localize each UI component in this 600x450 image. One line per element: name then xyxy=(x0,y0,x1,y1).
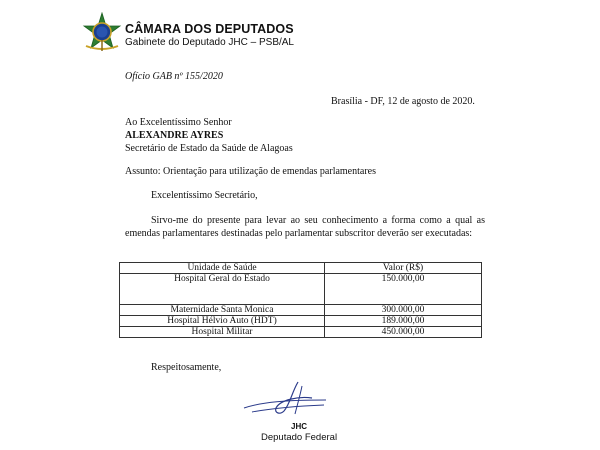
handwritten-signature xyxy=(240,378,330,418)
house-name: CÂMARA DOS DEPUTADOS xyxy=(125,22,294,36)
body-paragraph: Sirvo-me do presente para levar ao seu conhecimento a forma como a qual as emendas parlamentares destinadas pelo parlamentar subscritor deverão ser executadas: xyxy=(125,215,485,239)
office-number: Ofício GAB nº 155/2020 xyxy=(125,71,223,82)
recipient-title: Secretário de Estado da Saúde de Alagoas xyxy=(125,143,293,154)
health-unit-cell: Maternidade Santa Monica xyxy=(120,305,325,316)
health-unit-cell: Hospital Hélvio Auto (HDT) xyxy=(120,316,325,327)
closing: Respeitosamente, xyxy=(151,362,222,373)
brasil-coat-of-arms-emblem xyxy=(82,12,122,52)
table-row xyxy=(120,316,482,327)
value-cell: 189.000,00 xyxy=(325,316,482,327)
signatory-name: JHC xyxy=(291,422,308,431)
recipient-name: ALEXANDRE AYRES xyxy=(125,130,224,141)
table-row xyxy=(120,327,482,338)
cabinet-name: Gabinete do Deputado JHC – PSB/AL xyxy=(125,37,294,48)
health-unit-cell: Hospital Geral do Estado xyxy=(120,274,325,305)
health-unit-cell: Hospital Militar xyxy=(120,327,325,338)
amendments-table xyxy=(119,262,482,338)
signatory-role: Deputado Federal xyxy=(261,432,338,443)
table-row xyxy=(120,274,482,305)
value-cell: 450.000,00 xyxy=(325,327,482,338)
table-header-row xyxy=(120,263,482,274)
value-cell: 300.000,00 xyxy=(325,305,482,316)
table-row xyxy=(120,305,482,316)
recipient-salutation: Ao Excelentíssimo Senhor xyxy=(125,117,232,128)
header-health-unit: Unidade de Saúde xyxy=(120,263,325,274)
place-date: Brasília - DF, 12 de agosto de 2020. xyxy=(331,96,475,107)
header-value: Valor (R$) xyxy=(325,263,482,274)
value-cell: 150.000,00 xyxy=(325,274,482,305)
greeting: Excelentíssimo Secretário, xyxy=(151,190,258,201)
subject-line: Assunto: Orientação para utilização de emendas parlamentares xyxy=(125,166,377,177)
